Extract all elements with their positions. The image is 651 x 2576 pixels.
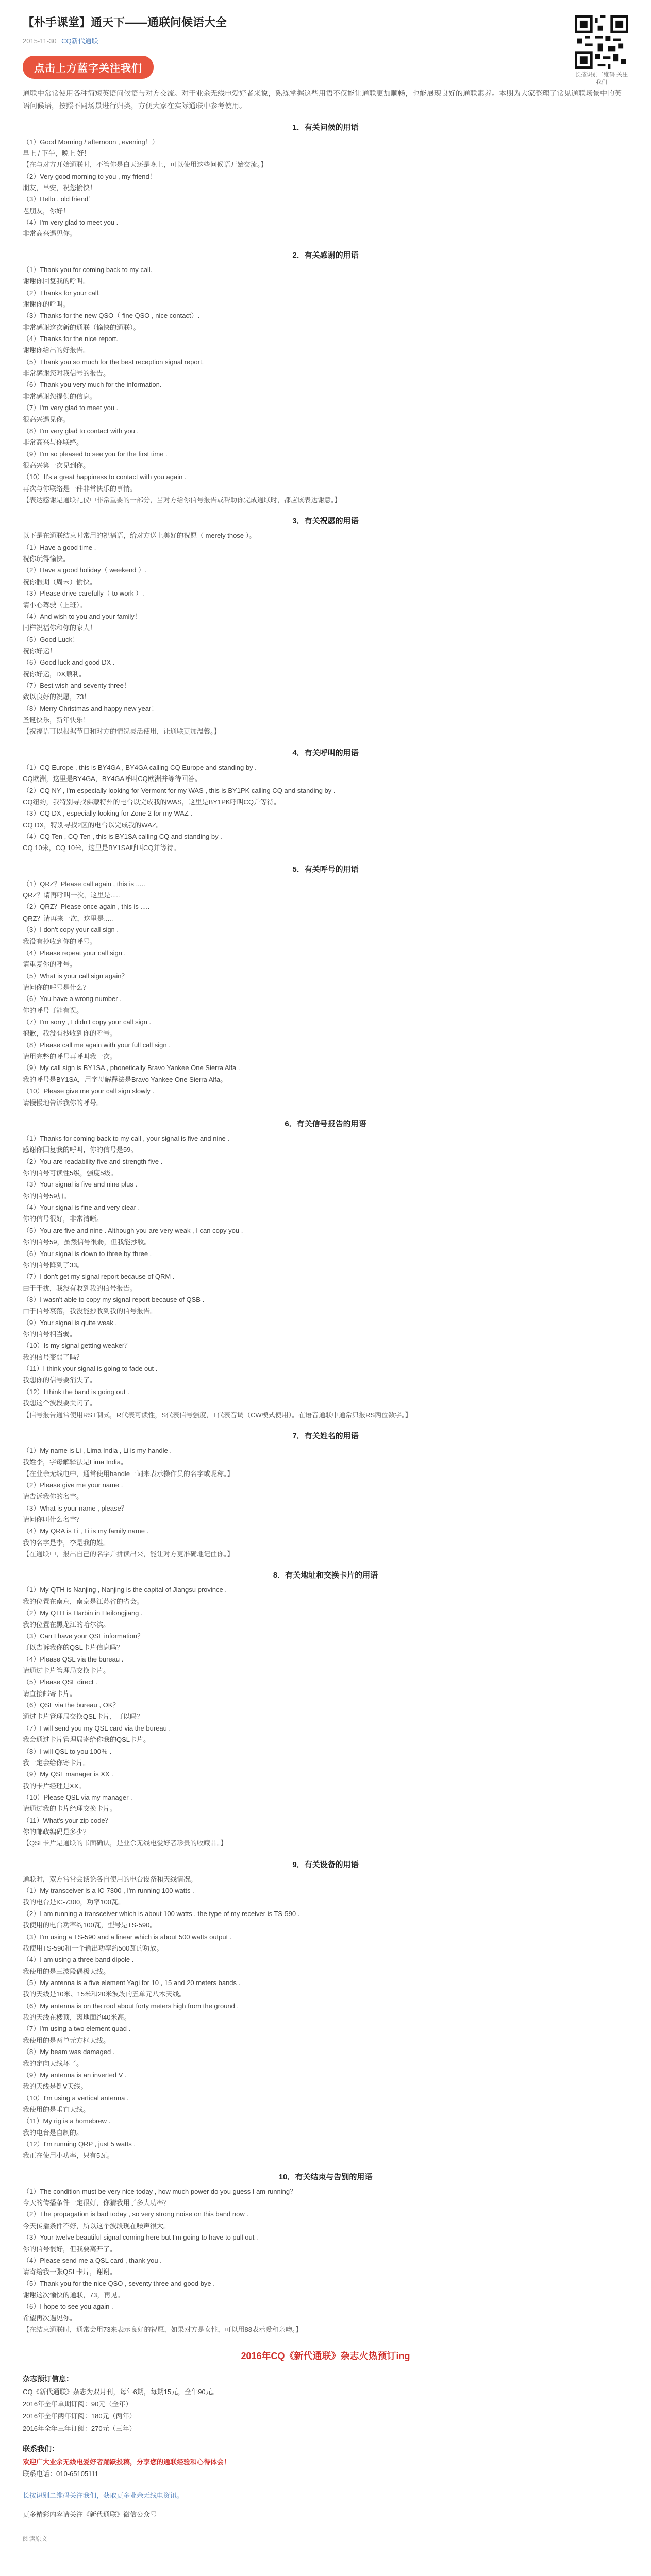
list-item: （8）Merry Christmas and happy new year！	[23, 704, 158, 713]
list-item: （12）I'm running QRP , just 5 watts .	[23, 2140, 136, 2148]
list-item: （7）I don't get my signal report because of QRM .	[23, 1273, 175, 1281]
list-item: 你的信号降到了33。	[23, 1261, 84, 1269]
article	[23, 15, 628, 2543]
list-item: （4）Please send me a QSL card , thank you .	[23, 2256, 162, 2264]
list-item: 请通过我的卡片经理交换卡片。	[23, 1805, 117, 1813]
list-item: 我的名字是李，李是我的姓。	[23, 1538, 110, 1547]
section-lines	[23, 530, 628, 737]
list-item: 我一定会给你寄卡片。	[23, 1758, 90, 1767]
list-item: 通过卡片管理局交换QSL卡片，可以吗？	[23, 1713, 144, 1721]
list-item: 【在业余无线电中，通常使用handle一词来表示操作员的名字或昵称。】	[23, 1469, 234, 1478]
list-item: （6）My antenna is on the roof about forty meters high from the ground .	[23, 2002, 239, 2010]
list-item: 我使用TS-590和一个输出功率约500瓦的功放。	[23, 1944, 163, 1952]
list-item: 祝你玩得愉快。	[23, 555, 70, 563]
list-item: （5）My antenna is a five element Yagi for 10 , 15 and 20 meters bands .	[23, 1978, 241, 1987]
list-item: 请寄给我一张QSL卡片，谢谢。	[23, 2268, 117, 2276]
list-item: （1）My transceiver is a IC-7300 , I'm running 100 watts .	[23, 1887, 194, 1895]
list-item: 谢谢你的呼叫。	[23, 300, 70, 308]
list-item: 我的天线在楼顶，离地面约40米高。	[23, 2013, 131, 2022]
list-item: （1）QRZ？Please call again , this is .....	[23, 879, 145, 888]
list-item: 我没有抄收到你的呼号。	[23, 937, 97, 945]
list-item: （2）My QTH is Harbin in Heilongjiang .	[23, 1609, 143, 1617]
list-item: QRZ？请再呼叫一次，这里是.....	[23, 891, 120, 900]
list-item: （1）My name is Li , Lima India , Li is my handle .	[23, 1446, 172, 1454]
list-item: 你的信号很好，但我要离开了。	[23, 2245, 117, 2253]
list-item: 【QSL卡片是通联的书面确认，是业余无线电爱好者珍贵的收藏品。】	[23, 1839, 227, 1848]
list-item: （6）Your signal is down to three by three .	[23, 1249, 152, 1258]
list-item: 祝你好运！	[23, 647, 57, 655]
list-item: 请慢慢地告诉我你的呼号。	[23, 1098, 104, 1107]
list-item: （2）The propagation is bad today , so very strong noise on this band now .	[23, 2210, 248, 2218]
list-item: 以下是在通联结束时常用的祝福语，给对方送上美好的祝愿（ merely those ）。	[23, 532, 256, 540]
list-item: 祝你假期（周末）愉快。	[23, 578, 97, 586]
list-item: 你的呼号可能有误。	[23, 1006, 84, 1014]
list-item: （3）Your signal is five and nine plus .	[23, 1180, 138, 1189]
subscribe-line: CQ《新代通联》杂志为双月刊，每年6期，每期15元，全年90元。	[23, 2388, 219, 2396]
list-item: 老朋友，你好！	[23, 207, 70, 215]
list-item: （7）I'm very glad to meet you .	[23, 404, 119, 412]
list-item: （3）Can I have your QSL information？	[23, 1632, 144, 1640]
list-item: （9）My antenna is an inverted V .	[23, 2071, 127, 2079]
list-item: 圣诞快乐，新年快乐！	[23, 716, 90, 724]
list-item: （1）Good Morning / afternoon , evening！）	[23, 138, 159, 146]
sections-container	[23, 122, 628, 2336]
list-item: 朋友，早安，祝您愉快！	[23, 184, 97, 192]
subscribe-lines	[23, 2386, 628, 2434]
list-item: 早上 / 下午，晚上 好！	[23, 149, 91, 157]
list-item: （10）Is my signal getting weaker？	[23, 1342, 131, 1350]
list-item: 请直接邮寄卡片。	[23, 1689, 77, 1698]
list-item: 请通过卡片管理局交换卡片。	[23, 1667, 110, 1674]
contact-red-note: 欢迎广大业余无线电爱好者踊跃投稿，分享您的通联经验和心得体会！	[23, 2458, 231, 2466]
list-item: （8）Please call me again with your full call sign .	[23, 1041, 171, 1049]
list-item: （2）You are readability five and strength five .	[23, 1157, 163, 1165]
subscribe-line: 2016年全年两年订阅：180元（两年）	[23, 2412, 136, 2420]
list-item: （5）Good Luck！	[23, 635, 79, 643]
list-item: 感谢你回复我的呼叫，你的信号是59。	[23, 1146, 138, 1154]
list-item: 致以良好的祝愿，73！	[23, 693, 91, 701]
list-item: 非常高兴与你联络。	[23, 438, 84, 447]
list-item: 【在结束通联时，通常会用73来表示良好的祝愿，如果对方是女性，可以用88表示爱和亲吻。】	[23, 2326, 303, 2334]
list-item: 我的定向天线坏了。	[23, 2059, 84, 2067]
list-item: （9）My call sign is BY1SA , phonetically Bravo Yankee One Sierra Alfa .	[23, 1064, 240, 1072]
list-item: （1）My QTH is Nanjing , Nanjing is the capital of Jiangsu province .	[23, 1586, 227, 1594]
list-item: 请问你叫什么名字？	[23, 1516, 84, 1524]
list-item: 请问你的呼号是什么？	[23, 983, 90, 991]
list-item: 我的天线是10米、15米和20米波段的五单元八木天线。	[23, 1990, 186, 1998]
list-item: 【表达感谢是通联礼仪中非常重要的一部分，当对方给你信号报告或帮助你完成通联时，都应该表达谢意。】	[23, 496, 341, 504]
list-item: 请用完整的呼号再呼叫我一次。	[23, 1053, 117, 1061]
list-item: （8）I wasn't able to copy my signal report because of QSB .	[23, 1295, 205, 1303]
list-item: 同样祝福你和你的家人！	[23, 624, 97, 632]
list-item: （4）CQ Ten , CQ Ten , this is BY1SA calling CQ and standing by .	[23, 833, 222, 840]
list-item: 我使用的电台功率约100瓦，型号是TS-590。	[23, 1921, 157, 1929]
section-title: 6．有关信号报告的用语	[285, 1119, 366, 1128]
intro-paragraph: 通联中常常使用各种简短英语问候语与对方交流。对于业余无线电爱好者来说，熟练掌握这些用语不仅能让通联更加顺畅，也能展现良好的通联素养。本期为大家整理了常见通联场景中的英语问候语，按照不同场景进行归类，方便大家在实际通联中参考使用。	[23, 89, 622, 110]
list-item: 你的信号59加。	[23, 1192, 71, 1200]
list-item: （5）What is your call sign again？	[23, 972, 128, 980]
list-item: （9）I'm so pleased to see you for the first time .	[23, 450, 168, 458]
list-item: （3）Please drive carefully（ to work ）.	[23, 589, 144, 598]
list-item: （11）I think your signal is going to fade out .	[23, 1365, 158, 1373]
list-item: 你的信号相当弱。	[23, 1330, 77, 1338]
list-item: （11）My rig is a homebrew .	[23, 2117, 111, 2125]
list-item: （6）Good luck and good DX .	[23, 658, 115, 667]
list-item: （4）Please repeat your call sign .	[23, 948, 126, 957]
list-item: （6）QSL via the bureau , OK？	[23, 1701, 120, 1709]
list-item: 我正在使用小功率，只有5瓦。	[23, 2151, 114, 2160]
list-item: 祝你好运，DX顺利。	[23, 670, 86, 678]
list-item: 我使用的是两单元方框天线。	[23, 2036, 110, 2044]
list-item: （2）I am running a transceiver which is about 100 watts , the type of my receiver is TS-590 .	[23, 1909, 300, 1918]
list-item: 谢谢你回复我的呼叫。	[23, 277, 90, 285]
section-lines	[23, 762, 628, 854]
subscribe-heading: 杂志预订信息：	[23, 2375, 73, 2383]
list-item: （8）My beam was damaged .	[23, 2048, 115, 2056]
article-date: 2015-11-30	[23, 37, 57, 45]
section-title: 5．有关呼号的用语	[292, 865, 359, 874]
list-item: 请告诉我你的名字。	[23, 1493, 84, 1501]
list-item: 我想这个波段要关闭了。	[23, 1399, 97, 1408]
list-item: （2）Have a good holiday（ weekend ）.	[23, 566, 147, 574]
list-item: 我的卡片经理是XX。	[23, 1782, 86, 1790]
contact-heading: 联系我们：	[23, 2444, 59, 2453]
list-item: 非常高兴遇见你。	[23, 230, 77, 238]
list-item: （3）Hello , old friend！	[23, 195, 95, 204]
section-title: 10．有关结束与告别的用语	[278, 2172, 373, 2181]
list-item: （11）What's your zip code？	[23, 1816, 112, 1824]
list-item: 【祝福语可以根据节日和对方的情况灵活使用，让通联更加温馨。】	[23, 727, 221, 736]
section-title: 8．有关地址和交换卡片的用语	[273, 1571, 378, 1580]
list-item: （5）Thank you so much for the best reception signal report.	[23, 358, 204, 366]
section-lines	[23, 264, 628, 506]
list-item: （6）You have a wrong number .	[23, 995, 122, 1003]
list-item: （2）CQ NY , I'm especially looking for Vermont for my WAS , this is BY1PK calling CQ and standing by .	[23, 786, 336, 794]
list-item: 我的呼号是BY1SA，用字母解释法是Bravo Yankee One Sierra Alfa。	[23, 1075, 227, 1083]
list-item: （4）I'm very glad to meet you .	[23, 218, 119, 227]
list-item: （1）Thanks for coming back to my call , your signal is five and nine .	[23, 1134, 230, 1142]
list-item: （4）Please QSL via the bureau .	[23, 1655, 124, 1663]
qr-follow-note: 长按识别二维码关注我们，获取更多业余无线电资讯。	[23, 2491, 184, 2499]
list-item: （4）Thanks for the nice report.	[23, 334, 118, 343]
list-item: （3）I don't copy your call sign .	[23, 926, 119, 934]
list-item: （4）I am using a three band dipole .	[23, 1956, 134, 1964]
list-item: （2）Very good morning to you , my friend！	[23, 172, 156, 180]
qr-caption: 长按识别二维码 关注我们	[575, 72, 628, 86]
list-item: 很高兴遇见你。	[23, 415, 70, 423]
list-item: CQ纽约，我特别寻找佛蒙特州的电台以完成我的WAS，这里是BY1PK呼叫CQ并等待。	[23, 798, 281, 806]
list-item: 非常感谢这次新的通联（愉快的通联）。	[23, 323, 140, 331]
list-item: （1）The condition must be very nice today , how much power do you guess I am running？	[23, 2187, 297, 2195]
list-item: （3）Your twelve beautiful signal coming here but I'm going to have to pull out .	[23, 2233, 258, 2242]
list-item: （10）I'm using a vertical antenna .	[23, 2094, 129, 2102]
list-item: 我的电台是IC-7300，功率100瓦。	[23, 1898, 125, 1906]
list-item: 我的位置在黑龙江的哈尔滨。	[23, 1620, 110, 1629]
list-item: 我姓李，字母解释法是Lima India。	[23, 1458, 127, 1466]
list-item: （10）Please QSL via my manager .	[23, 1793, 132, 1801]
list-item: （7）I'm sorry , I didn't copy your call sign .	[23, 1018, 152, 1026]
account-link[interactable]: CQ新代通联	[61, 37, 98, 45]
list-item: 希望再次遇见你。	[23, 2314, 77, 2322]
list-item: （7）Best wish and seventy three！	[23, 682, 130, 690]
article-title: 【朴手课堂】通天下——通联问候语大全	[23, 16, 227, 29]
list-item: 你的信号59，虽然信号很弱，但我能抄收。	[23, 1238, 151, 1246]
list-item: 请重复你的呼号。	[23, 960, 77, 969]
list-item: CQ欧洲，这里是BY4GA，BY4GA呼叫CQ欧洲并等待回答。	[23, 775, 202, 783]
subscription-title: 2016年CQ《新代通联》杂志火热预订ing	[241, 2351, 410, 2362]
list-item: 很高兴第一次见到你。	[23, 461, 90, 469]
list-item: （7）I will send you my QSL card via the bureau .	[23, 1724, 171, 1732]
section-lines	[23, 1133, 628, 1421]
list-item: （4）Your signal is fine and very clear .	[23, 1204, 140, 1212]
list-item: 【信号报告通常使用RST制式，R代表可读性，S代表信号强度，T代表音调（CW模式使用）。在语音通联中通常只报RS两位数字。】	[23, 1411, 412, 1419]
list-item: （12）I think the band is going out .	[23, 1387, 129, 1396]
section-title: 4．有关呼叫的用语	[292, 748, 359, 757]
list-item: 我想你的信号要消失了。	[23, 1376, 97, 1384]
list-item: 我使用的是垂直天线。	[23, 2105, 90, 2113]
list-item: 可以告诉我你的QSL卡片信息吗？	[23, 1643, 124, 1652]
list-item: CQ DX，特别寻找2区的电台以完成我的WAZ。	[23, 821, 163, 829]
section-title: 1．有关问候的用语	[292, 123, 359, 132]
list-item: （9）Your signal is quite weak .	[23, 1318, 118, 1327]
section-title: 3．有关祝愿的用语	[292, 517, 359, 526]
subscribe-line: 2016年全年三年订阅：270元（三年）	[23, 2424, 136, 2432]
article-meta	[23, 36, 628, 45]
list-item: （3）Thanks for the new QSO（ fine QSO , nice contact）.	[23, 312, 200, 320]
list-item: （8）I will QSL to you 100％ .	[23, 1747, 112, 1755]
list-item: 我会通过卡片管理局寄给你我的QSL卡片。	[23, 1736, 151, 1744]
list-item: 非常感谢您提供的信息。	[23, 392, 97, 400]
list-item: （3）What is your name , please？	[23, 1504, 128, 1512]
list-item: （7）I'm using a two element quad .	[23, 2025, 131, 2033]
list-item: （10）It's a great happiness to contact with you again .	[23, 473, 187, 481]
list-item: 今天的传播条件一定很好，你猜我用了多大功率？	[23, 2199, 171, 2207]
list-item: 你的信号很好，非常清晰。	[23, 1215, 104, 1223]
list-item: CQ 10米，CQ 10米，这里是BY1SA呼叫CQ并等待。	[23, 844, 180, 852]
list-item: （2）Please give me your name .	[23, 1481, 123, 1489]
list-item: 我的电台是自制的。	[23, 2128, 84, 2137]
section-lines	[23, 1874, 628, 2162]
list-item: （8）I'm very glad to contact with you .	[23, 427, 139, 435]
list-item: （4）My QRA is Li , Li is my family name .	[23, 1527, 149, 1535]
follow-banner[interactable]: 点击上方蓝字关注我们	[23, 56, 154, 79]
list-item: 【在与对方开始通联时，不管你是白天还是晚上，可以使用这些问候语开始交流。】	[23, 161, 268, 169]
list-item: 通联时，双方常常会谈论各自使用的电台设备和天线情况。	[23, 1875, 197, 1883]
list-item: 【在通联中，报出自己的名字并拼读出来，能让对方更准确地记住你。】	[23, 1550, 234, 1558]
list-item: （2）QRZ？Please once again , this is .....	[23, 903, 150, 911]
list-item: 我的位置在南京，南京是江苏省的省会。	[23, 1597, 144, 1605]
list-item: （5）Thank you for the nice QSO , seventy three and good bye .	[23, 2279, 215, 2287]
list-item: 我使用的是三波段偶极天线。	[23, 1967, 110, 1975]
list-item: （1）Have a good time .	[23, 543, 96, 551]
list-item: QRZ？请再来一次，这里是.....	[23, 914, 113, 922]
list-item: 抱歉，我没有抄收到你的呼号。	[23, 1029, 117, 1038]
list-item: （6）I hope to see you again .	[23, 2302, 113, 2311]
list-item: （6）Thank you very much for the information.	[23, 381, 162, 389]
list-item: 谢谢你给出的好报告。	[23, 346, 90, 354]
list-item: 今天传播条件不好，所以这个波段现在噪声很大。	[23, 2222, 171, 2230]
list-item: 再次与你联络是一件非常快乐的事情。	[23, 484, 137, 493]
section-lines	[23, 2186, 628, 2336]
list-item: （9）My QSL manager is XX .	[23, 1770, 113, 1778]
list-item: （2）Thanks for your call.	[23, 289, 101, 297]
list-item: （3）I'm using a TS-590 and a linear which is about 500 watts output .	[23, 1933, 232, 1941]
list-item: （3）CQ DX , especially looking for Zone 2 for my WAZ .	[23, 809, 192, 818]
list-item: 你的信号可读性5级，强度5级。	[23, 1168, 118, 1177]
list-item: 你的邮政编码是多少？	[23, 1828, 90, 1836]
list-item: （4）And wish to you and your family！	[23, 612, 141, 620]
list-item: （1）CQ Europe , this is BY4GA , BY4GA calling CQ Europe and standing by .	[23, 763, 257, 771]
list-item: （10）Please give me your call sign slowly .	[23, 1087, 155, 1095]
contact-phone: 联系电话：010-65105111	[23, 2470, 98, 2478]
list-item: （5）You are five and nine . Although you are very weak , I can copy you .	[23, 1226, 243, 1234]
section-lines	[23, 1445, 628, 1561]
list-item: 非常感谢您对我信号的报告。	[23, 369, 110, 378]
section-title: 7．有关姓名的用语	[292, 1431, 359, 1440]
section-lines	[23, 137, 628, 240]
section-title: 9．有关设备的用语	[292, 1860, 359, 1869]
list-item: 我的信号变弱了吗？	[23, 1353, 84, 1361]
list-item: 谢谢这次愉快的通联，73，再见。	[23, 2291, 124, 2299]
read-more-link[interactable]: 阅读原文	[23, 2535, 48, 2543]
section-lines	[23, 1584, 628, 1849]
list-item: 请小心驾驶（上班）。	[23, 601, 87, 609]
list-item: （5）Please QSL direct .	[23, 1678, 97, 1686]
list-item: （1）Thank you for coming back to my call.	[23, 265, 153, 274]
closing-line: 更多精彩内容请关注《新代通联》微信公众号	[23, 2511, 157, 2519]
section-title: 2．有关感谢的用语	[292, 250, 359, 260]
list-item: 我的天线是倒V天线。	[23, 2082, 88, 2091]
list-item: 由于干扰，我没有收到我的信号报告。	[23, 1284, 137, 1292]
list-item: 由于信号衰落，我没能抄收到我的信号报告。	[23, 1307, 157, 1315]
section-lines	[23, 878, 628, 1109]
subscribe-line: 2016年全年单期订阅：90元（全年）	[23, 2400, 132, 2408]
